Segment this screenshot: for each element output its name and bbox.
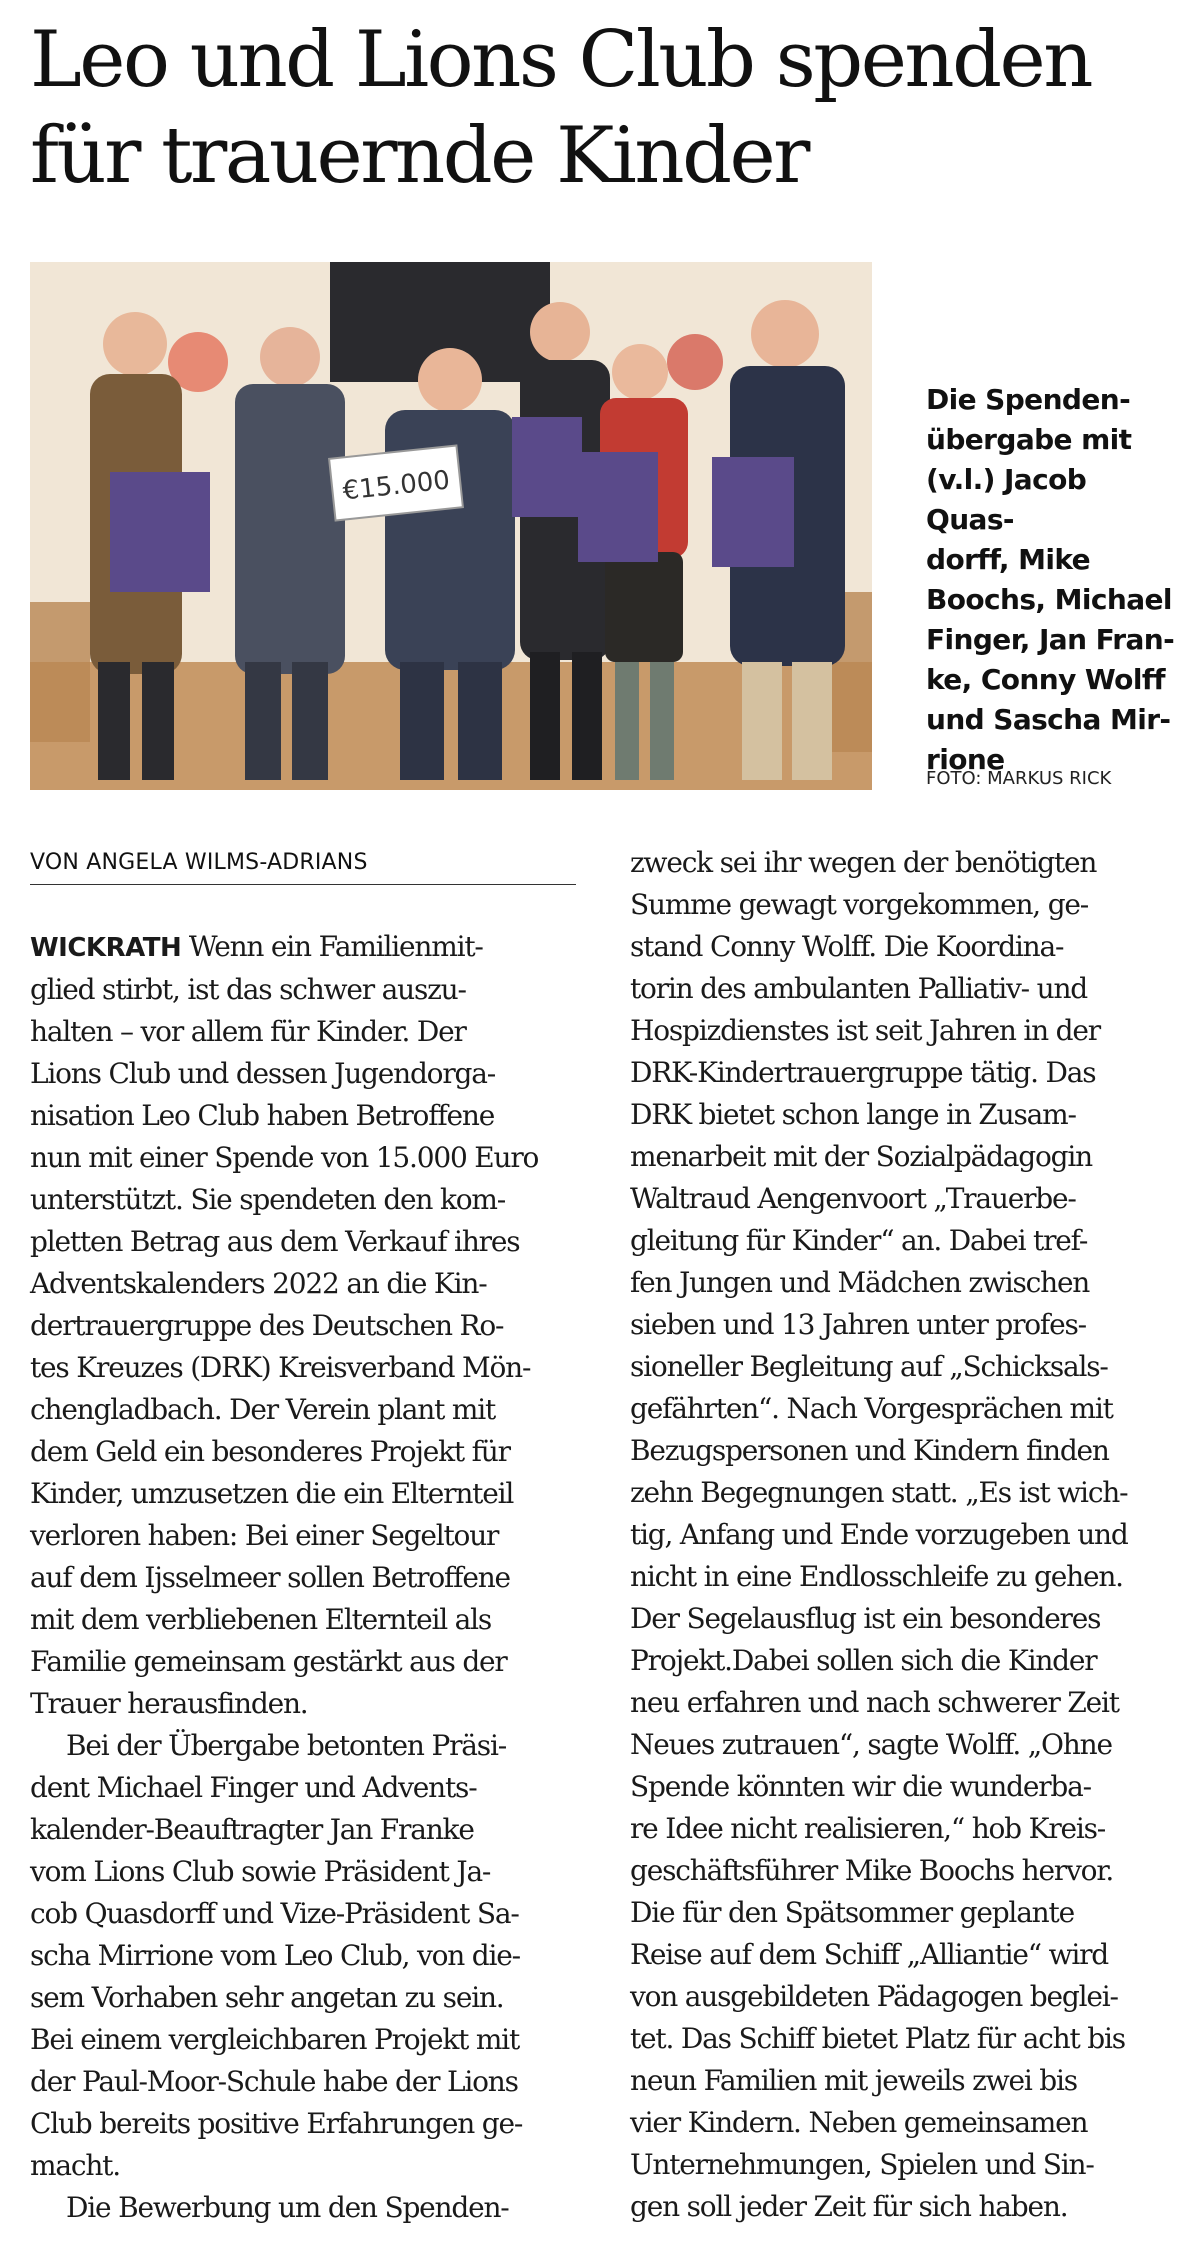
headline-line: für trauernde Kinder [30, 111, 808, 201]
article-line: auf dem Ijsselmeer sollen Betroffene [30, 1561, 510, 1594]
article-line: fen Jungen und Mädchen zwischen [630, 1266, 1090, 1299]
caption-line: Finger, Jan Fran- [926, 623, 1175, 656]
article-line: Neues zutrauen“, sagte Wolff. „Ohne [630, 1728, 1112, 1761]
article-line: Bei einem vergleichbaren Projekt mit [30, 2023, 519, 2056]
article-line: menarbeit mit der Sozialpädagogin [630, 1140, 1092, 1173]
article-line: Familie gemeinsam gestärkt aus der [30, 1645, 507, 1678]
article-column-left [30, 926, 578, 2229]
article-line: Bezugspersonen und Kindern finden [630, 1434, 1109, 1467]
caption-line: dorff, Mike [926, 543, 1091, 576]
headline [30, 12, 1170, 204]
article-line: mit dem verbliebenen Elternteil als [30, 1603, 492, 1636]
article-line: Die Bewerbung um den Spenden- [66, 2191, 509, 2224]
photo-illustration [30, 262, 872, 790]
article-paragraph-2 [30, 1725, 578, 2187]
photo-cheque-text: €15.000 [341, 465, 452, 507]
photo-credit: FOTO: MARKUS RICK [926, 768, 1112, 789]
article-photo [30, 262, 872, 790]
article-line: Reise auf dem Schiff „Alliantie“ wird [630, 1938, 1109, 1971]
article-paragraph-1 [30, 969, 578, 1725]
article-line: Hospizdienstes ist seit Jahren in der [630, 1014, 1100, 1047]
article-line: tes Kreuzes (DRK) Kreisverband Mön- [30, 1351, 531, 1384]
photo-chair [30, 602, 90, 742]
article-line: cob Quasdorff und Vize-Präsident Sa- [30, 1897, 519, 1930]
article-line: nun mit einer Spende von 15.000 Euro [30, 1141, 539, 1174]
article-paragraph-continued [630, 842, 1178, 2228]
article-line: kalender-Beauftragter Jan Franke [30, 1813, 474, 1846]
article-line: Die für den Spätsommer geplante [630, 1896, 1074, 1929]
article-line: Bei der Übergabe betonten Präsi- [66, 1729, 506, 1762]
photo-calendar [578, 452, 658, 562]
article-paragraph-3 [30, 2187, 578, 2229]
caption-line: rione [926, 743, 1005, 776]
article-line: re Idee nicht realisieren,“ hob Kreis- [630, 1812, 1106, 1845]
article-line: vom Lions Club sowie Präsident Ja- [30, 1855, 491, 1888]
article-line: Projekt.Dabei sollen sich die Kinder [630, 1644, 1097, 1677]
article-line: gefährten“. Nach Vorgesprächen mit [630, 1392, 1113, 1425]
article-line: dem Geld ein besonderes Projekt für [30, 1435, 510, 1468]
article-line: der Paul-Moor-Schule habe der Lions [30, 2065, 518, 2098]
byline: VON ANGELA WILMS-ADRIANS [30, 848, 576, 885]
photo-calendar [712, 457, 794, 567]
article-line: Adventskalenders 2022 an die Kin- [30, 1267, 487, 1300]
article-line: nicht in eine Endlosschleife zu gehen. [630, 1560, 1123, 1593]
article-line: halten – vor allem für Kinder. Der [30, 1015, 466, 1048]
article-line: Lions Club und dessen Jugendorga- [30, 1057, 496, 1090]
article-line: Trauer herausfinden. [30, 1687, 308, 1720]
article-line: macht. [30, 2149, 120, 2182]
caption-line: Die Spenden- [926, 383, 1131, 416]
article-line: glied stirbt, ist das schwer auszu- [30, 973, 466, 1006]
caption-line: übergabe mit [926, 423, 1132, 456]
article-line: Kinder, umzusetzen die ein Elternteil [30, 1477, 514, 1510]
article-line: tet. Das Schiff bietet Platz für acht bis [630, 2022, 1125, 2055]
article-line: chengladbach. Der Verein plant mit [30, 1393, 496, 1426]
article-line: verloren haben: Bei einer Segeltour [30, 1519, 499, 1552]
article-line: stand Conny Wolff. Die Koordina- [630, 930, 1064, 963]
article-line: neu erfahren und nach schwerer Zeit [630, 1686, 1119, 1719]
article-line [30, 926, 578, 969]
article-line: Waltraud Aengenvoort „Trauerbe- [630, 1182, 1076, 1215]
article-line: unterstützt. Sie spendeten den kom- [30, 1183, 506, 1216]
article-line: von ausgebildeten Pädagogen beglei- [630, 1980, 1118, 2013]
article-line: Spende könnten wir die wunderba- [630, 1770, 1091, 1803]
photo-caption [926, 380, 1176, 780]
caption-line: (v.l.) Jacob Quas- [926, 463, 1087, 536]
article-line: Unternehmungen, Spielen und Sin- [630, 2148, 1094, 2181]
article-line: dertrauergruppe des Deutschen Ro- [30, 1309, 504, 1342]
dateline: WICKRATH [30, 933, 182, 963]
article-lead: Wenn ein Familienmit- [181, 930, 483, 963]
caption-line: Boochs, Michael [926, 583, 1172, 616]
photo-cheque [329, 445, 463, 520]
article-line: Summe gewagt vorgekommen, ge- [630, 888, 1089, 921]
article-line: neun Familien mit jeweils zwei bis [630, 2064, 1077, 2097]
article-line: pletten Betrag aus dem Verkauf ihres [30, 1225, 520, 1258]
photo-calendar [512, 417, 582, 517]
article-line: sieben und 13 Jahren unter profes- [630, 1308, 1086, 1341]
caption-line: und Sascha Mir- [926, 703, 1171, 736]
headline-line: Leo und Lions Club spenden [30, 15, 1091, 105]
article-line: tig, Anfang und Ende vorzugeben und [630, 1518, 1128, 1551]
article-column-right [630, 842, 1178, 2228]
article-line: DRK bietet schon lange in Zusam- [630, 1098, 1076, 1131]
article-line: nisation Leo Club haben Betroffene [30, 1099, 495, 1132]
article-line: vier Kindern. Neben gemeinsamen [630, 2106, 1088, 2139]
article-line: dent Michael Finger und Advents- [30, 1771, 477, 1804]
article-line: zweck sei ihr wegen der benötigten [630, 846, 1097, 879]
article-line: geschäftsführer Mike Boochs hervor. [630, 1854, 1114, 1887]
article-line: scha Mirrione vom Leo Club, von die- [30, 1939, 520, 1972]
article-line: torin des ambulanten Palliativ- und [630, 972, 1087, 1005]
article-line: Club bereits positive Erfahrungen ge- [30, 2107, 523, 2140]
article-line: DRK-Kindertrauergruppe tätig. Das [630, 1056, 1096, 1089]
article-line: gen soll jeder Zeit für sich haben. [630, 2190, 1068, 2223]
article-line: sem Vorhaben sehr angetan zu sein. [30, 1981, 504, 2014]
article-line: Der Segelausflug ist ein besonderes [630, 1602, 1101, 1635]
photo-calendar [110, 472, 210, 592]
article-line: zehn Begegnungen statt. „Es ist wich- [630, 1476, 1128, 1509]
article-line: gleitung für Kinder“ an. Dabei tref- [630, 1224, 1088, 1257]
caption-line: ke, Conny Wolff [926, 663, 1165, 696]
article-line: sioneller Begleitung auf „Schicksals- [630, 1350, 1108, 1383]
photo-decoration [667, 334, 723, 390]
